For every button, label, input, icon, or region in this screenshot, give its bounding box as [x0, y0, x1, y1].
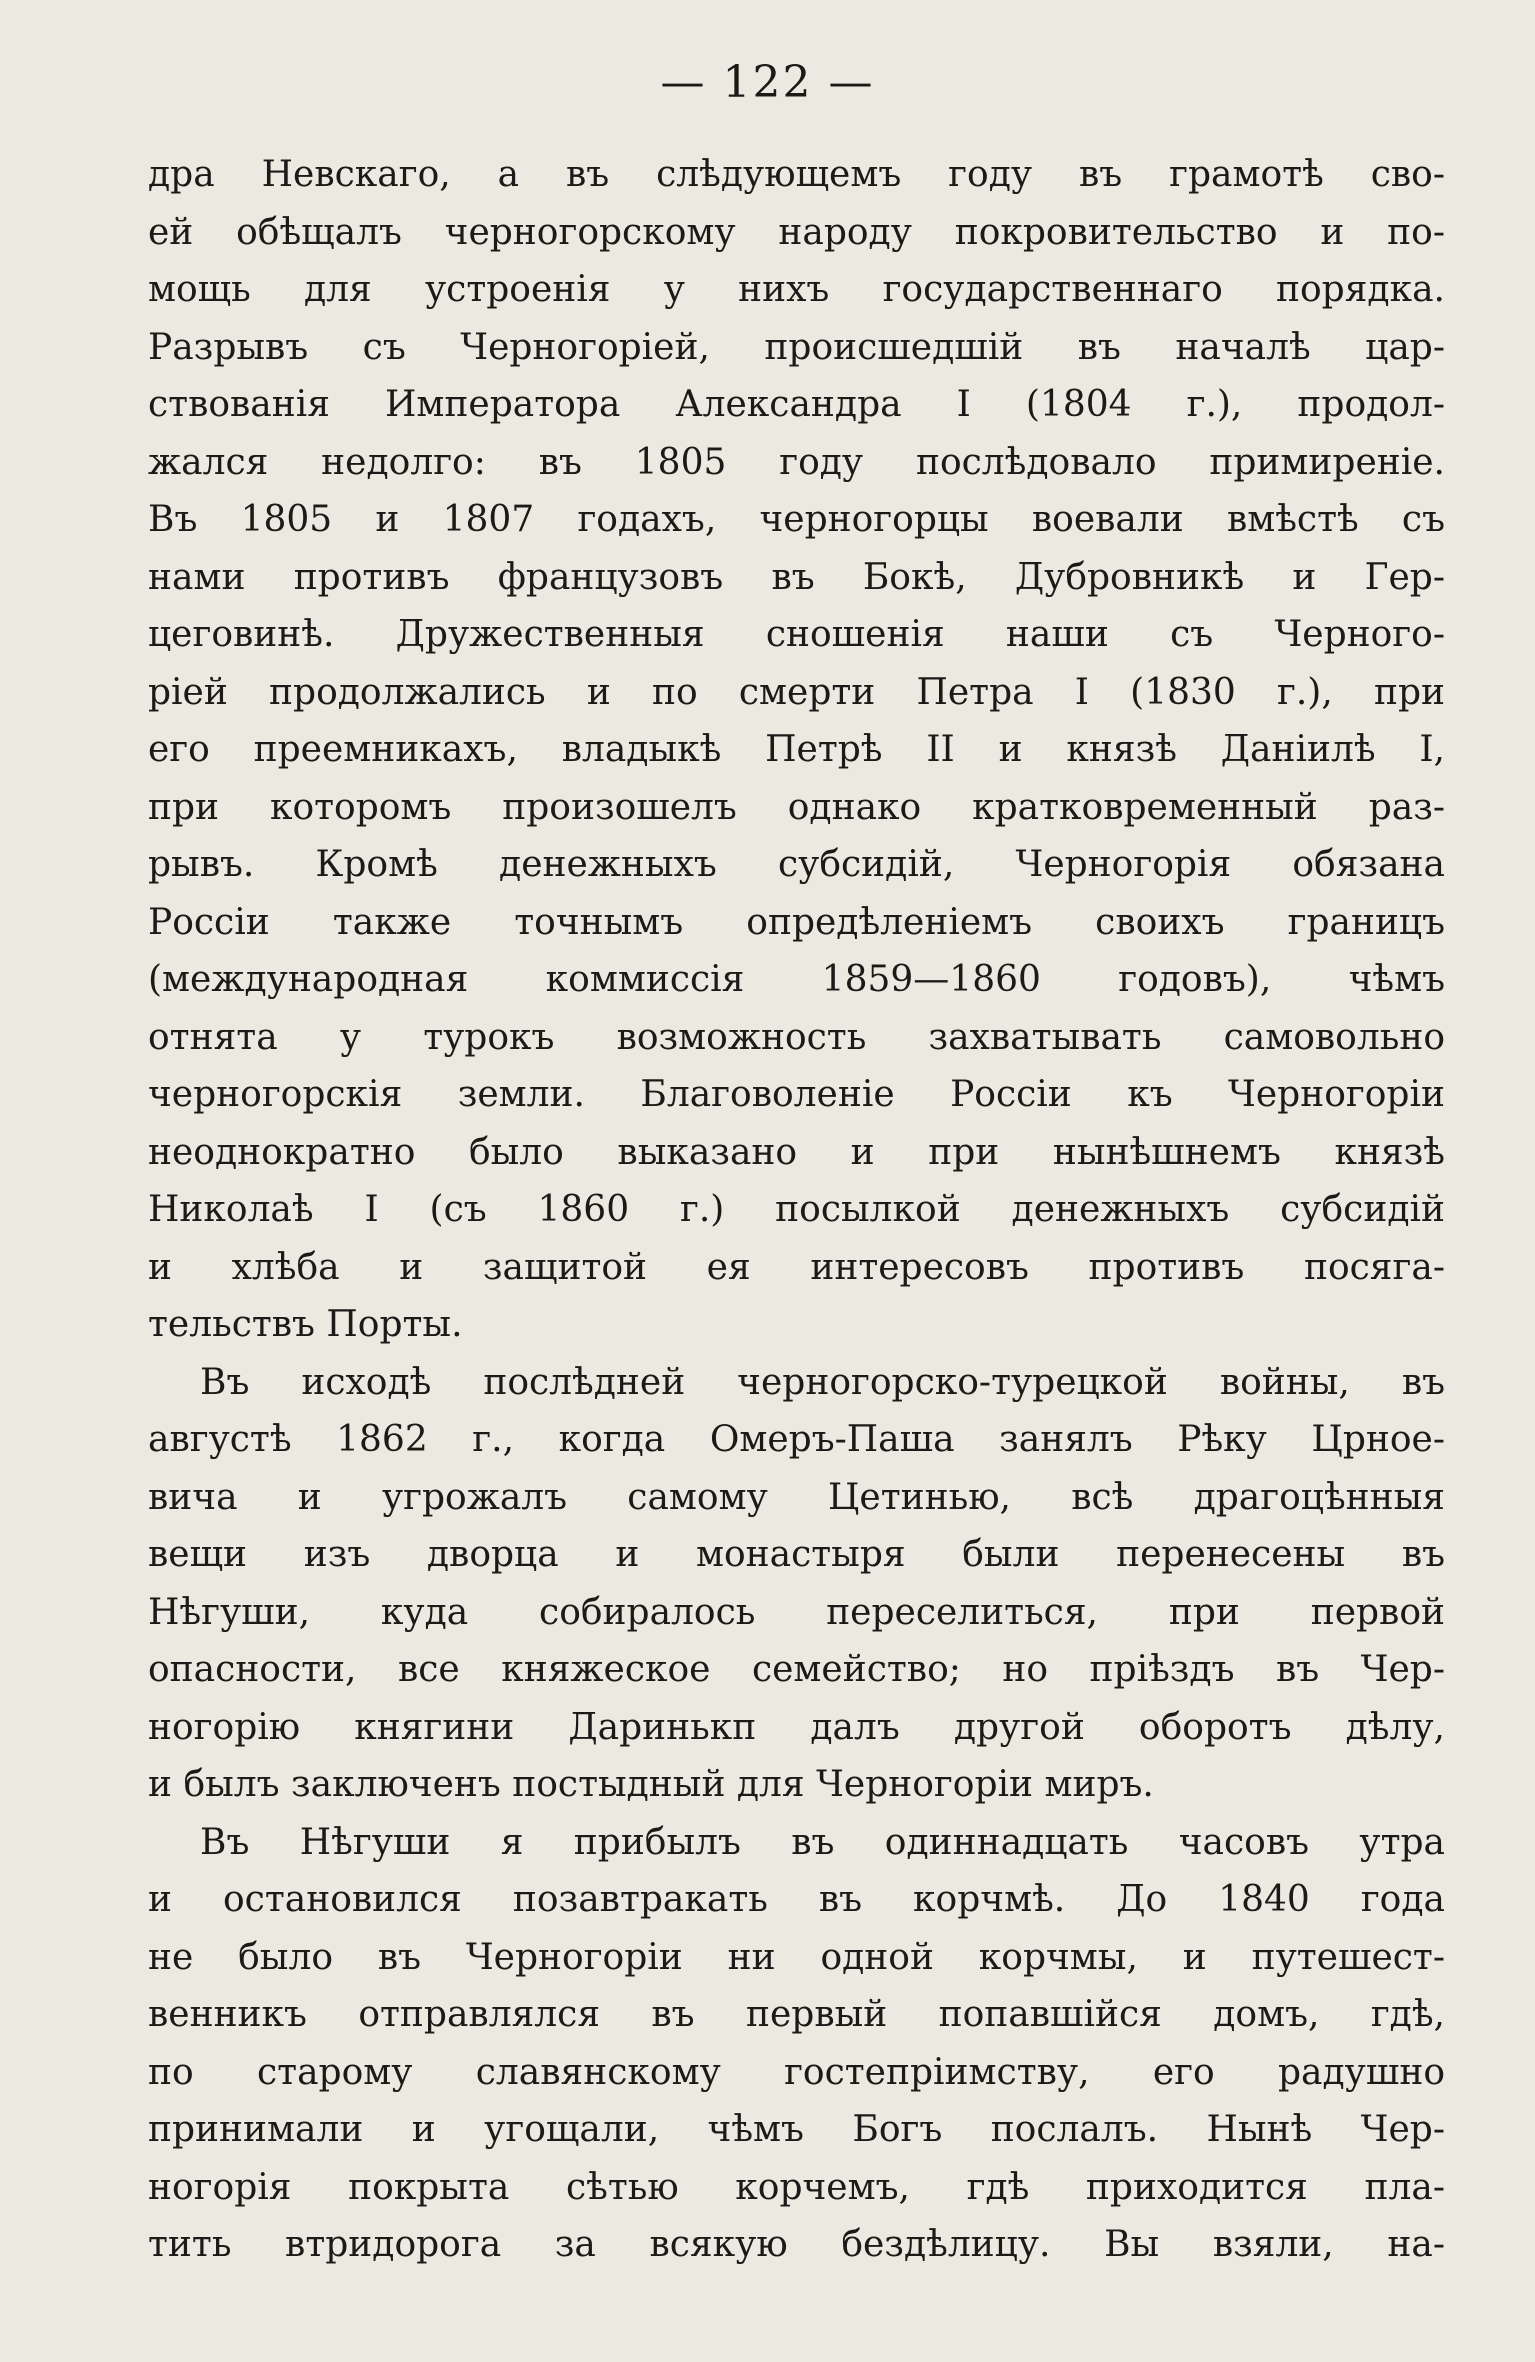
text-line: Разрывъ съ Черногоріей, происшедшій въ началѣ цар- [148, 326, 1445, 368]
text-line: и былъ заключенъ постыдный для Черногоріи миръ. [148, 1764, 1154, 1805]
text-line: дра Невскаго, а въ слѣдующемъ году въ грамотѣ сво- [148, 154, 1445, 195]
text-line: ногорія покрыта сѣтью корчемъ, гдѣ приходится пла- [148, 2166, 1445, 2208]
text-line: черногорскія земли. Благоволеніе Россіи къ Черногоріи [148, 1074, 1445, 1115]
text-line: Россіи также точнымъ опредѣленіемъ своихъ границъ [148, 901, 1445, 943]
text-line: тельствъ Порты. [148, 1304, 463, 1345]
text-line: его преемникахъ, владыкѣ Петрѣ II и князѣ Даніилѣ I, [148, 729, 1445, 770]
text-line: жался недолго: въ 1805 году послѣдовало примиреніе. [148, 441, 1445, 483]
text-line: Въ Нѣгуши я прибылъ въ одиннадцать часовъ утра [200, 1821, 1445, 1863]
text-line: принимали и угощали, чѣмъ Богъ послалъ. Нынѣ Чер- [148, 2109, 1445, 2150]
text-line: отнята у турокъ возможность захватывать самовольно [148, 1016, 1445, 1058]
text-line: ствованія Императора Александра I (1804 г.), продол- [148, 384, 1445, 425]
text-line: вещи изъ дворца и монастыря были перенесены въ [148, 1534, 1445, 1575]
text-line: ей обѣщалъ черногорскому народу покровительство и по- [148, 211, 1445, 253]
text-line: ногорію княгини Даринькп далъ другой оборотъ дѣлу, [148, 1706, 1445, 1748]
text-line: венникъ отправлялся въ первый попавшійся домъ, гдѣ, [148, 1994, 1445, 2035]
text-line: нами противъ французовъ въ Бокѣ, Дубровникѣ и Гер- [148, 556, 1445, 598]
paragraph [148, 1354, 1445, 1814]
text-line: цеговинѣ. Дружественныя сношенія наши съ Черного- [148, 614, 1445, 655]
text-line: Николаѣ I (съ 1860 г.) посылкой денежныхъ субсидій [148, 1189, 1445, 1230]
paragraph [148, 1814, 1445, 2274]
text-line: рывъ. Кромѣ денежныхъ субсидій, Черногорія обязана [148, 844, 1445, 885]
text-line: августѣ 1862 г., когда Омеръ-Паша занялъ Рѣку Црное- [148, 1419, 1445, 1460]
text-line: вича и угрожалъ самому Цетинью, всѣ драгоцѣнныя [148, 1476, 1445, 1518]
body-text [148, 146, 1445, 2274]
text-line: Въ исходѣ послѣдней черногорско-турецкой войны, въ [200, 1361, 1445, 1403]
text-line: неоднократно было выказано и при нынѣшнемъ князѣ [148, 1131, 1445, 1173]
text-line: Въ 1805 и 1807 годахъ, черногорцы воевали вмѣстѣ съ [148, 499, 1445, 540]
text-line: ріей продолжались и по смерти Петра I (1830 г.), при [148, 671, 1445, 713]
page-number: — 122 — [660, 57, 875, 108]
text-line: Нѣгуши, куда собиралось переселиться, при первой [148, 1591, 1445, 1633]
text-line: и хлѣба и защитой ея интересовъ противъ посяга- [148, 1246, 1445, 1288]
paragraph [148, 146, 1445, 1354]
text-line: и остановился позавтракать въ корчмѣ. До 1840 года [148, 1879, 1445, 1920]
text-line: не было въ Черногоріи ни одной корчмы, и путешест- [148, 1936, 1445, 1978]
text-line: при которомъ произошелъ однако кратковременный раз- [148, 786, 1445, 828]
text-line: по старому славянскому гостепріимству, его радушно [148, 2051, 1445, 2093]
text-line: опасности, все княжеское семейство; но пріѣздъ въ Чер- [148, 1649, 1445, 1690]
text-line: тить втридорога за всякую бездѣлицу. Вы взяли, на- [148, 2224, 1445, 2265]
text-line: мощь для устроенія у нихъ государственнаго порядка. [148, 269, 1445, 310]
text-line: (международная коммиссія 1859—1860 годовъ), чѣмъ [148, 959, 1445, 1000]
